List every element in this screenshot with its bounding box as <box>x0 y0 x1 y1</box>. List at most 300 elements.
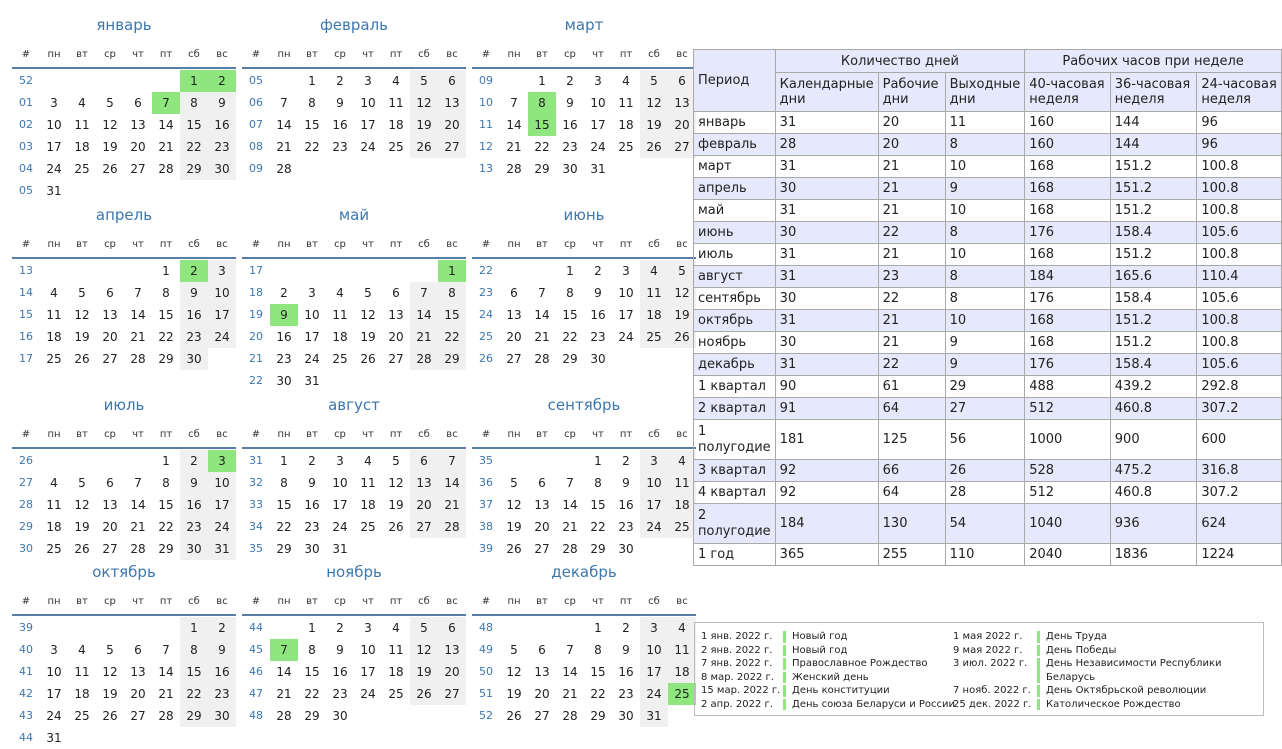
holiday-date: 15 мар. 2022 г. <box>701 685 781 696</box>
day-cell: 2 <box>594 264 602 278</box>
day-cell <box>500 70 528 92</box>
value-cell: 130 <box>878 504 945 544</box>
day-cell: 17 <box>46 140 62 154</box>
day-cell: 21 <box>562 520 578 534</box>
day-cell: 1 <box>280 454 288 468</box>
week-row <box>12 661 236 683</box>
value-cell: 22 <box>878 222 945 244</box>
day-cell: 14 <box>158 118 174 132</box>
day-cell <box>124 260 152 282</box>
value-cell: 27 <box>945 398 1025 420</box>
day-cell: 22 <box>180 136 208 158</box>
day-cell: 23 <box>332 140 348 154</box>
week-row <box>472 538 696 560</box>
week-number: 44 <box>19 731 33 744</box>
week-number: 48 <box>479 621 493 634</box>
day-cell: 8 <box>438 282 466 304</box>
day-cell <box>298 260 326 282</box>
day-cell: 15 <box>562 308 578 322</box>
day-cell: 19 <box>388 498 404 512</box>
day-cell: 14 <box>276 665 292 679</box>
day-cell: 26 <box>506 709 522 723</box>
day-cell: 5 <box>106 643 114 657</box>
day-cell: 19 <box>506 687 522 701</box>
table-row <box>694 544 1282 566</box>
weekday-label: сб <box>188 49 200 60</box>
day-cell: 18 <box>360 498 376 512</box>
weekday-label: # <box>251 429 261 440</box>
day-cell: 9 <box>208 639 236 661</box>
day-cell <box>410 538 438 560</box>
day-cell: 22 <box>304 140 320 154</box>
value-cell: 168 <box>1025 310 1111 332</box>
value-cell: 512 <box>1025 398 1111 420</box>
day-cell: 15 <box>438 304 466 326</box>
value-cell: 100.8 <box>1197 156 1282 178</box>
day-cell: 11 <box>668 472 696 494</box>
week-row <box>12 617 236 639</box>
week-number: 23 <box>479 286 493 299</box>
weekday-header <box>242 423 466 449</box>
period-cell: февраль <box>694 134 776 156</box>
week-row <box>472 516 696 538</box>
week-number: 35 <box>479 454 493 467</box>
weekday-label: пн <box>47 596 61 607</box>
day-cell: 11 <box>668 639 696 661</box>
month-title: июнь <box>563 206 605 224</box>
day-cell <box>208 180 236 202</box>
day-cell: 7 <box>134 476 142 490</box>
week-row <box>472 683 696 705</box>
week-row <box>12 472 236 494</box>
day-cell: 26 <box>360 352 376 366</box>
day-cell: 22 <box>158 520 174 534</box>
day-cell: 12 <box>506 665 522 679</box>
day-cell: 6 <box>134 96 142 110</box>
weekday-header <box>472 233 696 259</box>
month-title: август <box>328 396 380 414</box>
day-cell: 2 <box>336 621 344 635</box>
weekday-header <box>242 590 466 616</box>
weekday-label: # <box>481 49 491 60</box>
day-cell: 10 <box>590 96 606 110</box>
week-row <box>472 260 696 282</box>
value-cell: 528 <box>1025 460 1111 482</box>
day-cell: 1 <box>180 617 208 639</box>
day-cell: 21 <box>276 140 292 154</box>
day-cell: 12 <box>74 308 90 322</box>
value-cell: 61 <box>878 376 945 398</box>
holiday-date: 25 дек. 2022 г. <box>953 698 1032 710</box>
weekday-label: чт <box>362 239 374 250</box>
month-title: апрель <box>95 206 153 224</box>
day-cell: 25 <box>74 162 90 176</box>
day-cell: 19 <box>102 687 118 701</box>
day-cell: 6 <box>538 643 546 657</box>
day-cell: 18 <box>668 494 696 516</box>
day-cell: 21 <box>562 687 578 701</box>
week-number: 31 <box>249 454 263 467</box>
day-cell: 16 <box>332 118 348 132</box>
week-row <box>12 282 236 304</box>
value-cell: 21 <box>878 310 945 332</box>
week-number: 37 <box>479 498 493 511</box>
holiday-entry <box>953 657 1226 684</box>
day-cell: 27 <box>506 352 522 366</box>
month-block <box>12 393 236 560</box>
day-cell: 11 <box>332 308 348 322</box>
day-cell <box>438 538 466 560</box>
day-cell: 31 <box>640 705 668 727</box>
day-cell: 2 <box>308 454 316 468</box>
value-cell: 110 <box>945 544 1025 566</box>
value-cell: 30 <box>775 222 878 244</box>
value-cell: 8 <box>945 288 1025 310</box>
day-cell: 23 <box>180 516 208 538</box>
week-row <box>12 260 236 282</box>
day-cell <box>96 450 124 472</box>
weekday-header <box>12 590 236 616</box>
week-number: 13 <box>19 264 33 277</box>
week-number: 29 <box>19 520 33 533</box>
week-row <box>472 494 696 516</box>
week-rows <box>242 449 466 560</box>
value-cell: 168 <box>1025 156 1111 178</box>
day-cell: 20 <box>506 330 522 344</box>
day-cell <box>438 705 466 727</box>
day-cell <box>326 260 354 282</box>
day-cell: 23 <box>208 136 236 158</box>
day-cell: 26 <box>74 542 90 556</box>
weekday-label: сб <box>418 429 430 440</box>
day-cell: 7 <box>566 476 574 490</box>
value-cell: 31 <box>775 354 878 376</box>
week-number: 25 <box>479 330 493 343</box>
weekday-label: # <box>21 49 31 60</box>
value-cell: 176 <box>1025 222 1111 244</box>
week-row <box>242 282 466 304</box>
day-cell: 12 <box>410 92 438 114</box>
value-cell: 439.2 <box>1110 376 1197 398</box>
day-cell: 5 <box>78 286 86 300</box>
week-number: 47 <box>249 687 263 700</box>
day-cell: 14 <box>410 304 438 326</box>
day-cell <box>410 370 438 392</box>
weekday-label: пт <box>619 429 633 440</box>
value-cell: 936 <box>1110 504 1197 544</box>
value-cell: 22 <box>878 288 945 310</box>
day-cell <box>668 538 696 560</box>
day-cell <box>40 617 68 639</box>
weekday-label: пт <box>389 596 403 607</box>
day-cell: 12 <box>360 308 376 322</box>
day-cell: 11 <box>360 476 376 490</box>
day-cell <box>152 727 180 749</box>
week-number: 39 <box>19 621 33 634</box>
day-cell: 15 <box>304 665 320 679</box>
value-cell: 90 <box>775 376 878 398</box>
month-block <box>242 393 466 560</box>
day-cell <box>382 538 410 560</box>
value-cell: 292.8 <box>1197 376 1282 398</box>
week-number: 26 <box>19 454 33 467</box>
value-cell: 1224 <box>1197 544 1282 566</box>
week-rows <box>472 69 696 180</box>
day-cell: 16 <box>304 498 320 512</box>
weekday-label: сб <box>648 49 660 60</box>
week-row <box>12 494 236 516</box>
holiday-entry <box>953 684 1226 698</box>
weekday-label: пт <box>619 239 633 250</box>
week-row <box>472 639 696 661</box>
weekday-label: вс <box>446 596 458 607</box>
day-cell: 22 <box>562 330 578 344</box>
day-cell <box>208 348 236 370</box>
day-cell: 12 <box>388 476 404 490</box>
day-cell: 31 <box>590 162 606 176</box>
week-number: 09 <box>479 74 493 87</box>
value-cell: 21 <box>878 178 945 200</box>
holiday-date: 2 янв. 2022 г. <box>701 644 773 656</box>
day-cell: 19 <box>506 520 522 534</box>
holiday-marker <box>783 645 786 657</box>
day-cell: 10 <box>208 472 236 494</box>
day-cell: 11 <box>46 498 62 512</box>
day-cell: 9 <box>180 472 208 494</box>
week-number: 43 <box>19 709 33 722</box>
day-cell: 30 <box>618 709 634 723</box>
value-cell: 9 <box>945 354 1025 376</box>
value-cell: 125 <box>878 420 945 460</box>
value-cell: 26 <box>945 460 1025 482</box>
value-cell: 10 <box>945 244 1025 266</box>
week-number: 08 <box>249 140 263 153</box>
subheader: Календарные дни <box>775 73 878 112</box>
value-cell: 28 <box>945 482 1025 504</box>
week-row <box>242 494 466 516</box>
day-cell <box>382 260 410 282</box>
day-cell: 18 <box>388 118 404 132</box>
value-cell: 460.8 <box>1110 482 1197 504</box>
week-number: 41 <box>19 665 33 678</box>
day-cell: 2 <box>622 454 630 468</box>
day-cell: 30 <box>304 542 320 556</box>
day-cell: 1 <box>566 264 574 278</box>
day-cell: 30 <box>180 348 208 370</box>
week-number: 26 <box>479 352 493 365</box>
value-cell: 176 <box>1025 288 1111 310</box>
day-cell <box>354 260 382 282</box>
day-cell <box>354 158 382 180</box>
day-cell <box>68 70 96 92</box>
week-number: 16 <box>19 330 33 343</box>
weekday-label: вт <box>306 239 318 250</box>
day-cell: 31 <box>208 538 236 560</box>
value-cell: 28 <box>775 134 878 156</box>
holiday-name: Новый год <box>792 644 848 656</box>
day-cell: 7 <box>280 96 288 110</box>
week-number: 35 <box>249 542 263 555</box>
value-cell: 168 <box>1025 178 1111 200</box>
day-cell: 17 <box>590 118 606 132</box>
value-cell: 307.2 <box>1197 398 1282 420</box>
value-cell: 365 <box>775 544 878 566</box>
day-cell: 1 <box>594 454 602 468</box>
day-cell: 13 <box>102 308 118 322</box>
day-cell: 13 <box>506 308 522 322</box>
weekday-header <box>472 423 696 449</box>
day-cell: 8 <box>162 286 170 300</box>
value-cell: 151.2 <box>1110 244 1197 266</box>
day-cell: 15 <box>180 661 208 683</box>
day-cell: 28 <box>410 348 438 370</box>
day-cell: 21 <box>438 494 466 516</box>
day-cell: 2 <box>208 617 236 639</box>
day-cell: 20 <box>102 520 118 534</box>
weekday-label: чт <box>592 49 604 60</box>
day-cell <box>668 158 696 180</box>
week-row <box>472 70 696 92</box>
value-cell: 10 <box>945 310 1025 332</box>
day-cell <box>640 348 668 370</box>
day-cell: 28 <box>438 516 466 538</box>
month-title: октябрь <box>92 563 156 581</box>
day-cell: 29 <box>438 348 466 370</box>
value-cell: 105.6 <box>1197 222 1282 244</box>
table-row <box>694 460 1282 482</box>
week-number: 33 <box>249 498 263 511</box>
day-cell: 14 <box>276 118 292 132</box>
day-cell: 1 <box>180 70 208 92</box>
day-cell: 16 <box>180 494 208 516</box>
week-row <box>472 282 696 304</box>
day-cell: 7 <box>510 96 518 110</box>
day-cell <box>410 705 438 727</box>
week-number: 11 <box>479 118 493 131</box>
weekday-label: пт <box>159 429 173 440</box>
day-cell: 8 <box>594 476 602 490</box>
value-cell: 100.8 <box>1197 332 1282 354</box>
value-cell: 168 <box>1025 200 1111 222</box>
value-cell: 29 <box>945 376 1025 398</box>
value-cell: 184 <box>775 504 878 544</box>
weekday-label: сб <box>418 239 430 250</box>
day-cell: 13 <box>130 665 146 679</box>
day-cell: 4 <box>364 454 372 468</box>
day-cell: 26 <box>102 162 118 176</box>
day-cell <box>208 727 236 749</box>
day-cell: 3 <box>640 450 668 472</box>
day-cell: 2 <box>622 621 630 635</box>
value-cell: 31 <box>775 266 878 288</box>
week-number: 13 <box>479 162 493 175</box>
day-cell: 2 <box>566 74 574 88</box>
weekday-label: чт <box>132 49 144 60</box>
week-number: 04 <box>19 162 33 175</box>
table-row <box>694 244 1282 266</box>
table-row <box>694 398 1282 420</box>
week-row <box>472 617 696 639</box>
value-cell: 158.4 <box>1110 288 1197 310</box>
weekday-label: ср <box>104 239 116 250</box>
period-cell: январь <box>694 112 776 134</box>
month-block <box>12 560 236 749</box>
weekday-label: чт <box>132 429 144 440</box>
day-cell: 20 <box>130 140 146 154</box>
week-row <box>242 683 466 705</box>
day-cell: 20 <box>388 330 404 344</box>
day-cell: 29 <box>562 352 578 366</box>
holiday-marker <box>783 672 786 684</box>
weekday-label: вт <box>306 49 318 60</box>
value-cell: 1836 <box>1110 544 1197 566</box>
day-cell <box>382 158 410 180</box>
week-number: 10 <box>479 96 493 109</box>
day-cell: 13 <box>534 665 550 679</box>
weekday-label: сб <box>418 49 430 60</box>
day-cell <box>640 158 668 180</box>
weekday-label: вт <box>536 596 548 607</box>
weekday-label: # <box>251 596 261 607</box>
holiday-marker <box>783 685 786 697</box>
table-row <box>694 112 1282 134</box>
day-cell: 27 <box>388 352 404 366</box>
value-cell: 21 <box>878 156 945 178</box>
holiday-entry <box>701 657 955 671</box>
value-cell: 9 <box>945 178 1025 200</box>
day-cell: 3 <box>622 264 630 278</box>
holiday-marker <box>1037 645 1040 657</box>
week-number: 30 <box>19 542 33 555</box>
weekday-header <box>472 590 696 616</box>
holiday-name: Женский день <box>792 671 869 683</box>
day-cell: 17 <box>332 498 348 512</box>
day-cell: 27 <box>102 352 118 366</box>
day-cell: 2 <box>280 286 288 300</box>
day-cell: 15 <box>158 308 174 322</box>
day-cell: 26 <box>102 709 118 723</box>
day-cell: 13 <box>438 92 466 114</box>
week-rows <box>472 259 696 370</box>
month-block <box>472 393 696 560</box>
week-rows <box>242 259 466 392</box>
day-cell: 7 <box>566 643 574 657</box>
value-cell: 11 <box>945 112 1025 134</box>
weekday-label: чт <box>592 239 604 250</box>
day-cell <box>500 617 528 639</box>
day-cell: 29 <box>304 709 320 723</box>
day-cell: 23 <box>590 330 606 344</box>
weekday-label: вт <box>536 239 548 250</box>
day-cell: 10 <box>46 118 62 132</box>
day-cell <box>96 180 124 202</box>
holiday-entry <box>701 671 955 685</box>
day-cell: 3 <box>50 643 58 657</box>
day-cell: 18 <box>668 661 696 683</box>
day-cell: 18 <box>640 304 668 326</box>
weekday-label: вс <box>676 596 688 607</box>
day-cell: 6 <box>438 70 466 92</box>
weekday-label: ср <box>104 596 116 607</box>
day-cell: 1 <box>308 621 316 635</box>
value-cell: 1000 <box>1025 420 1111 460</box>
subheader: 24-часовая неделя <box>1197 73 1282 112</box>
day-cell: 23 <box>618 520 634 534</box>
day-cell: 28 <box>158 162 174 176</box>
value-cell: 31 <box>775 200 878 222</box>
working-hours-table <box>693 49 1282 566</box>
value-cell: 100.8 <box>1197 178 1282 200</box>
